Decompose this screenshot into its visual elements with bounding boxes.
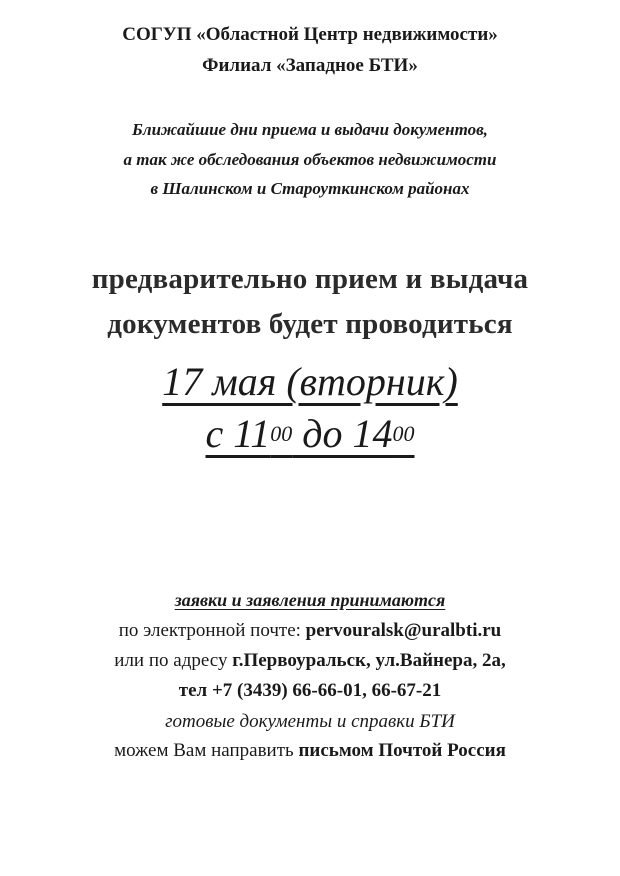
time-from-minutes: 00 xyxy=(270,421,293,446)
delivery-line xyxy=(0,740,620,762)
announcement-line-1: предварительно прием и выдача xyxy=(91,263,529,295)
schedule-date-text: 17 мая (вторник) xyxy=(162,359,458,404)
schedule-time xyxy=(0,410,620,457)
address-line xyxy=(0,650,620,672)
organization-title: СОГУП «Областной Центр недвижимости» xyxy=(122,24,498,45)
ready-documents-line: готовые документы и справки БТИ xyxy=(165,711,455,732)
branch-title: Филиал «Западное БТИ» xyxy=(202,55,418,76)
schedule-time-text xyxy=(205,411,414,456)
intro-line-3: в Шалинском и Староуткинском районах xyxy=(150,179,470,198)
contacts-heading-text: заявки и заявления принимаются xyxy=(174,590,446,610)
email-address: pervouralsk@uralbti.ru xyxy=(305,620,502,641)
delivery-prefix: можем Вам направить xyxy=(114,740,299,761)
address-prefix: или по адресу xyxy=(114,650,233,671)
intro-line-2: а так же обследования объектов недвижимости xyxy=(123,150,497,169)
intro-line-1: Ближайшие дни приема и выдачи документов, xyxy=(132,120,488,139)
email-line xyxy=(0,620,620,642)
schedule-date xyxy=(0,358,620,405)
contacts-heading xyxy=(0,590,620,611)
time-from: с 11 xyxy=(205,411,271,456)
address-text: г.Первоуральск, ул.Вайнера, 2а, xyxy=(232,650,506,671)
email-prefix: по электронной почте: xyxy=(118,620,306,641)
time-to: до 14 xyxy=(292,411,393,456)
time-to-minutes: 00 xyxy=(392,421,415,446)
delivery-method: письмом Почтой Россия xyxy=(298,740,506,761)
announcement-line-2: документов будет проводиться xyxy=(107,308,513,340)
phone-line: тел +7 (3439) 66-66-01, 66-67-21 xyxy=(178,680,442,701)
